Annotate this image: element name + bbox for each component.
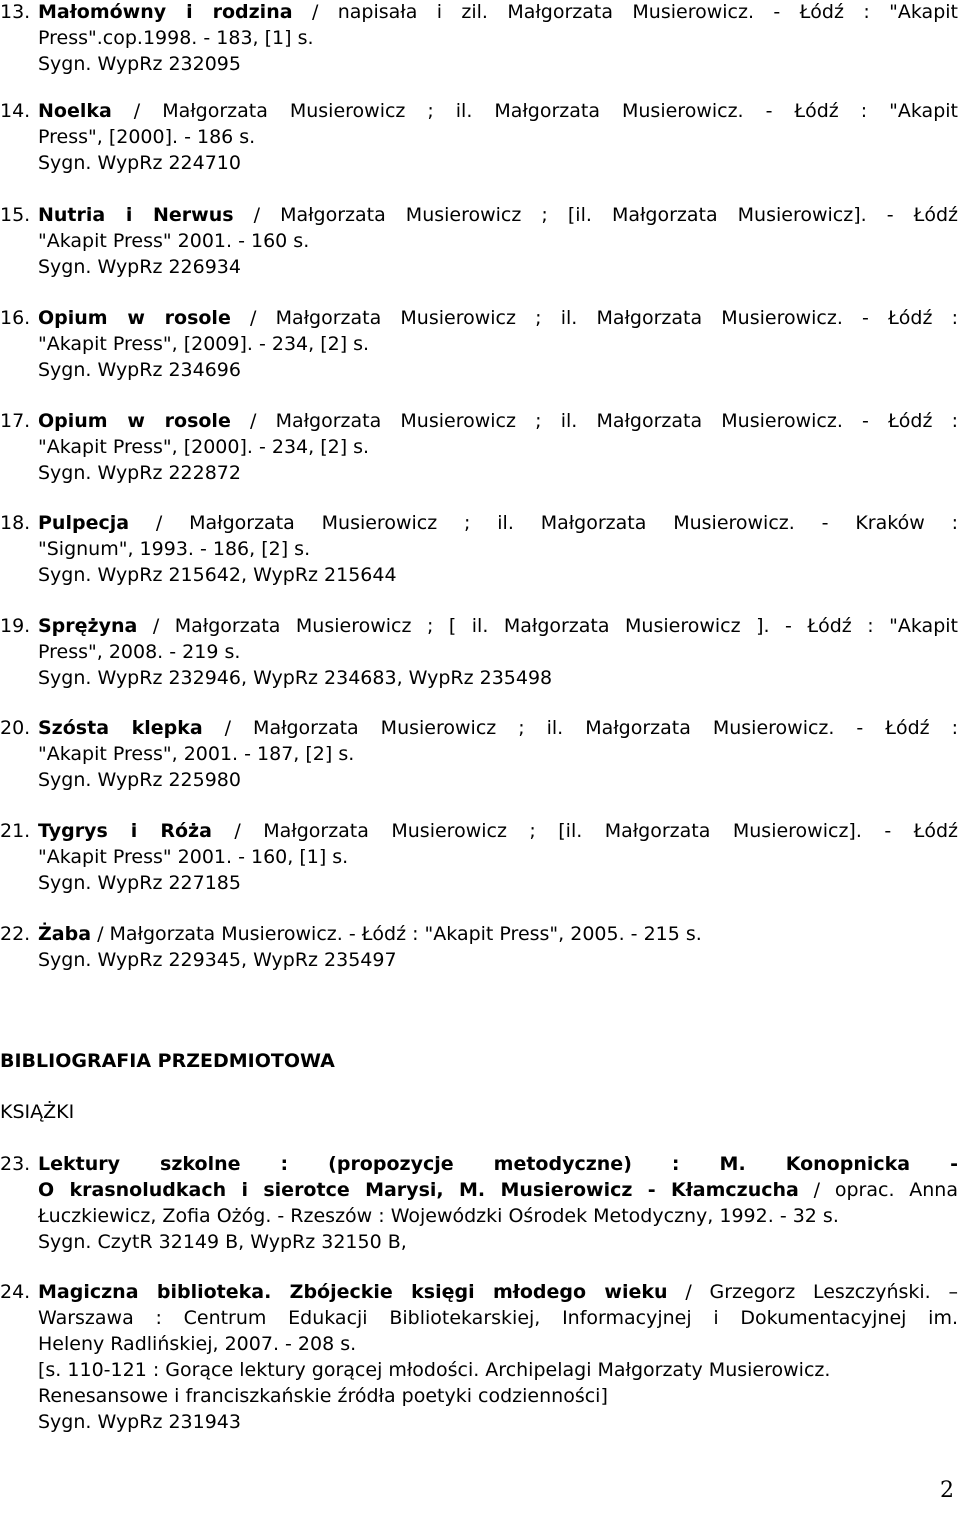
entry-number: 13. <box>0 1 31 23</box>
entry-publication: Warszawa : Centrum Edukacji Bibliotekarskiej, Informacyjnej i Dokumentacyjnej im. <box>38 1307 958 1329</box>
entry-signature: Sygn. WypRz 225980 <box>38 769 241 791</box>
entry-description: / napisała i zil. Małgorzata Musierowicz. - Łódź : "Akapit <box>292 1 958 23</box>
entry-signature: Sygn. WypRz 224710 <box>38 152 241 174</box>
page-number: 2 <box>940 1478 954 1503</box>
entry-description: / Małgorzata Musierowicz ; il. Małgorzata Musierowicz. - Łódź : <box>230 307 958 329</box>
entry-description: / Małgorzata Musierowicz ; il. Małgorzata Musierowicz. - Kraków : <box>129 512 958 534</box>
entry-signature: Sygn. CzytR 32149 B, WypRz 32150 B, <box>38 1231 407 1253</box>
entry-description: / Małgorzata Musierowicz ; [ il. Małgorzata Musierowicz ]. - Łódź : "Akapit <box>137 615 958 637</box>
bib-entry-16 <box>0 305 958 383</box>
entry-number: 16. <box>0 307 31 329</box>
entry-title: Szósta klepka <box>38 717 203 739</box>
entry-description: / Małgorzata Musierowicz ; [il. Małgorzata Musierowicz]. - Łódź <box>211 820 958 842</box>
entry-number: 24. <box>0 1281 31 1303</box>
entry-signature: Sygn. WypRz 232095 <box>38 53 241 75</box>
entry-number: 20. <box>0 717 31 739</box>
bib-entry-23 <box>0 1151 958 1255</box>
bib-entry-15 <box>0 202 958 280</box>
subsection-heading: KSIĄŻKI <box>0 1101 75 1123</box>
entry-title: Sprężyna <box>38 615 138 637</box>
entry-signature: Sygn. WypRz 227185 <box>38 872 241 894</box>
bib-entry-19 <box>0 613 958 691</box>
entry-description: / Małgorzata Musierowicz ; [il. Małgorzata Musierowicz]. - Łódź <box>233 204 958 226</box>
bib-entry-21 <box>0 818 958 896</box>
entry-title: Opium w rosole <box>38 410 231 432</box>
entry-publication: "Akapit Press", [2000]. - 234, [2] s. <box>38 436 370 458</box>
entry-title: O krasnoludkach i sierotce Marysi, M. Musierowicz - Kłamczucha <box>38 1179 799 1201</box>
entry-publication: Łuczkiewicz, Zofia Ożóg. - Rzeszów : Wojewódzki Ośrodek Metodyczny, 1992. - 32 s. <box>38 1205 839 1227</box>
bib-entry-17 <box>0 408 958 486</box>
entry-note: [s. 110-121 : Gorące lektury gorącej młodości. Archipelagi Małgorzaty Musierowicz. <box>38 1359 831 1381</box>
entry-signature: Sygn. WypRz 226934 <box>38 256 241 278</box>
entry-signature: Sygn. WypRz 231943 <box>38 1411 241 1433</box>
section-heading: BIBLIOGRAFIA PRZEDMIOTOWA <box>0 1050 335 1072</box>
entry-signature: Sygn. WypRz 232946, WypRz 234683, WypRz 235498 <box>38 667 553 689</box>
entry-publication: Press".cop.1998. - 183, [1] s. <box>38 27 314 49</box>
entry-description: / Małgorzata Musierowicz. - Łódź : "Akapit Press", 2005. - 215 s. <box>91 923 702 945</box>
entry-publication: "Signum", 1993. - 186, [2] s. <box>38 538 311 560</box>
entry-note-cont: Renesansowe i franciszkańskie źródła poetyki codzienności] <box>38 1385 608 1407</box>
entry-title: Pulpecja <box>38 512 130 534</box>
bib-entry-14 <box>0 98 958 176</box>
entry-number: 22. <box>0 923 31 945</box>
entry-signature: Sygn. WypRz 222872 <box>38 462 241 484</box>
entry-publication-cont: Heleny Radlińskiej, 2007. - 208 s. <box>38 1333 357 1355</box>
bib-entry-20 <box>0 715 958 793</box>
entry-title: Żaba <box>38 923 92 945</box>
entry-signature: Sygn. WypRz 229345, WypRz 235497 <box>38 949 397 971</box>
entry-publication: "Akapit Press", 2001. - 187, [2] s. <box>38 743 355 765</box>
entry-number: 19. <box>0 615 31 637</box>
entry-number: 18. <box>0 512 31 534</box>
entry-number: 21. <box>0 820 31 842</box>
entry-publication: Press", [2000]. - 186 s. <box>38 126 256 148</box>
entry-publication: Press", 2008. - 219 s. <box>38 641 241 663</box>
entry-description: / Małgorzata Musierowicz ; il. Małgorzata Musierowicz. - Łódź : <box>202 717 959 739</box>
entry-description: / Małgorzata Musierowicz ; il. Małgorzata Musierowicz. - Łódź : "Akapit <box>111 100 958 122</box>
entry-description: / Grzegorz Leszczyński. – <box>667 1281 959 1303</box>
bib-entry-22 <box>0 921 958 973</box>
entry-title: Magiczna biblioteka. Zbójeckie księgi młodego wieku <box>38 1281 668 1303</box>
entry-title: Opium w rosole <box>38 307 231 329</box>
entry-title: Nutria i Nerwus <box>38 204 234 226</box>
bib-entry-24 <box>0 1279 958 1435</box>
entry-title: Małomówny i rodzina <box>38 1 293 23</box>
bib-entry-18 <box>0 510 958 588</box>
entry-publication: "Akapit Press" 2001. - 160, [1] s. <box>38 846 349 868</box>
entry-description: / Małgorzata Musierowicz ; il. Małgorzata Musierowicz. - Łódź : <box>230 410 958 432</box>
entry-title: Tygrys i Róża <box>38 820 212 842</box>
entry-title: Noelka <box>38 100 112 122</box>
entry-number: 23. <box>0 1153 31 1175</box>
entry-publication: "Akapit Press", [2009]. - 234, [2] s. <box>38 333 370 355</box>
entry-signature: Sygn. WypRz 234696 <box>38 359 241 381</box>
entry-number: 15. <box>0 204 31 226</box>
bib-entry-13 <box>0 0 958 77</box>
entry-title-line: Lektury szkolne : (propozycje metodyczne) : M. Konopnicka - <box>38 1153 958 1175</box>
entry-number: 17. <box>0 410 31 432</box>
entry-signature: Sygn. WypRz 215642, WypRz 215644 <box>38 564 397 586</box>
entry-number: 14. <box>0 100 31 122</box>
entry-description: / oprac. Anna <box>798 1179 958 1201</box>
entry-publication: "Akapit Press" 2001. - 160 s. <box>38 230 310 252</box>
